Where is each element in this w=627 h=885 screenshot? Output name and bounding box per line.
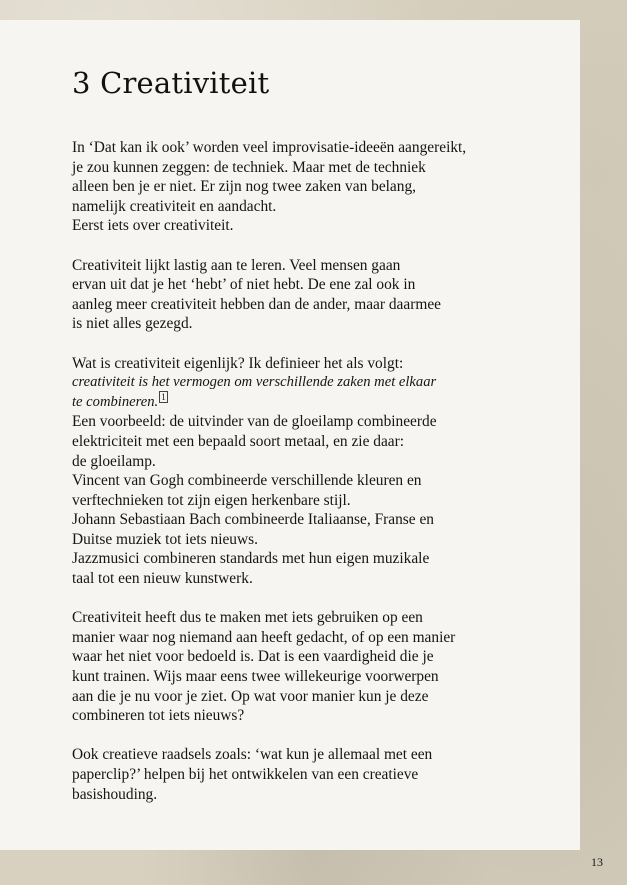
page-number: 13 bbox=[591, 855, 603, 869]
text-line bbox=[72, 295, 552, 315]
line-text: kunt trainen. Wijs maar eens twee willekeurige voorwerpen bbox=[72, 668, 439, 686]
text-line bbox=[72, 628, 552, 648]
chapter-title: 3 Creativiteit bbox=[72, 66, 270, 100]
line-text: is niet alles gezegd. bbox=[72, 315, 193, 333]
text-line bbox=[72, 687, 552, 707]
text-line bbox=[72, 138, 552, 158]
line-text: aan die je nu voor je ziet. Op wat voor manier kun je deze bbox=[72, 687, 429, 705]
text-line bbox=[72, 491, 552, 511]
text-line bbox=[72, 549, 552, 569]
line-text: Vincent van Gogh combineerde verschillende kleuren en bbox=[72, 472, 422, 490]
line-text: Johann Sebastiaan Bach combineerde Italiaanse, Franse en bbox=[72, 511, 434, 529]
line-text: Duitse muziek tot iets nieuws. bbox=[72, 530, 258, 548]
text-line bbox=[72, 647, 552, 667]
text-line bbox=[72, 314, 552, 334]
text-line bbox=[72, 412, 552, 432]
line-text: Jazzmusici combineren standards met hun eigen muzikale bbox=[72, 550, 430, 568]
line-text: te combineren. bbox=[72, 393, 159, 410]
paragraph bbox=[72, 608, 552, 726]
text-line bbox=[72, 785, 552, 805]
line-text: basishouding. bbox=[72, 785, 158, 803]
line-text: ervan uit dat je het ‘hebt’ of niet hebt. De ene zal ook in bbox=[72, 276, 416, 294]
text-line bbox=[72, 706, 552, 726]
paragraph bbox=[72, 354, 552, 589]
line-text: waar het niet voor bedoeld is. Dat is een vaardigheid die je bbox=[72, 648, 434, 666]
line-text: combineren tot iets nieuws? bbox=[72, 707, 245, 725]
line-text: Wat is creativiteit eigenlijk? Ik definieer het als volgt: bbox=[72, 354, 404, 372]
line-text: namelijk creativiteit en aandacht. bbox=[72, 197, 277, 215]
text-line bbox=[72, 452, 552, 472]
text-line bbox=[72, 432, 552, 452]
text-line bbox=[72, 608, 552, 628]
line-text: paperclip?’ helpen bij het ontwikkelen van een creatieve bbox=[72, 766, 419, 783]
line-text: Eerst iets over creativiteit. bbox=[72, 217, 234, 235]
text-line bbox=[72, 197, 552, 217]
text-line bbox=[72, 569, 552, 589]
line-text: Creativiteit heeft dus te maken met iets gebruiken op een bbox=[72, 609, 423, 627]
text-line bbox=[72, 745, 552, 765]
line-text: alleen ben je er niet. Er zijn nog twee zaken van belang, bbox=[72, 178, 416, 196]
text-line bbox=[72, 510, 552, 530]
line-text: verftechnieken tot zijn eigen herkenbare stijl. bbox=[72, 491, 351, 509]
text-line bbox=[72, 530, 552, 550]
line-text: manier waar nog niemand aan heeft gedacht, of op een manier bbox=[72, 628, 456, 646]
definition-line bbox=[72, 373, 552, 393]
text-line bbox=[72, 471, 552, 491]
definition-line bbox=[72, 393, 552, 413]
line-text: Een voorbeeld: de uitvinder van de gloeilamp combineerde bbox=[72, 413, 437, 431]
text-line bbox=[72, 256, 552, 276]
line-text: taal tot een nieuw kunstwerk. bbox=[72, 570, 253, 588]
text-line bbox=[72, 667, 552, 687]
text-line bbox=[72, 354, 552, 374]
text-line bbox=[72, 177, 552, 197]
text-line bbox=[72, 275, 552, 295]
text-line bbox=[72, 765, 552, 785]
paragraph bbox=[72, 138, 552, 236]
text-line bbox=[72, 158, 552, 178]
line-text: creativiteit is het vermogen om verschillende zaken met elkaar bbox=[72, 374, 437, 391]
line-text: aanleg meer creativiteit hebben dan de ander, maar daarmee bbox=[72, 295, 441, 313]
line-text: In ‘Dat kan ik ook’ worden veel improvisatie-ideeën aangereikt, bbox=[72, 139, 467, 156]
line-text: de gloeilamp. bbox=[72, 452, 156, 470]
book-page bbox=[0, 20, 580, 850]
paragraph bbox=[72, 745, 552, 804]
line-text: elektriciteit met een bepaald soort metaal, en zie daar: bbox=[72, 432, 405, 450]
line-text: Ook creatieve raadsels zoals: ‘wat kun je allemaal met een bbox=[72, 746, 433, 764]
text-line bbox=[72, 216, 552, 236]
body-text bbox=[72, 138, 552, 824]
line-text: Creativiteit lijkt lastig aan te leren. Veel mensen gaan bbox=[72, 256, 401, 274]
footnote-reference[interactable]: 1 bbox=[161, 391, 166, 402]
paragraph bbox=[72, 256, 552, 334]
line-text: je zou kunnen zeggen: de techniek. Maar met de techniek bbox=[72, 158, 426, 176]
